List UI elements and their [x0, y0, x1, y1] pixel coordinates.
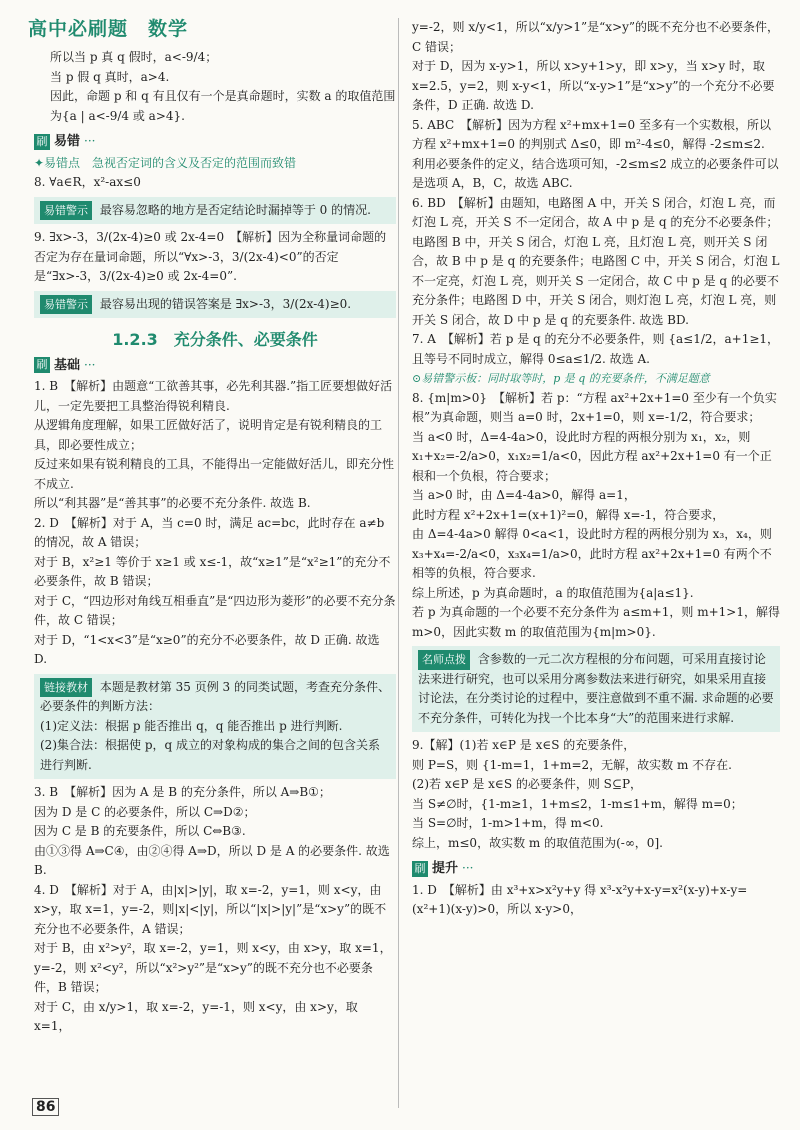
section-title: 提升	[432, 861, 459, 876]
lesson-title: 1.2.3 充分条件、必要条件	[112, 330, 318, 349]
answer-line: 对于 C，由 x/y>1，取 x=-2，y=-1，则 x<y，由 x>y，取 x=1，	[34, 999, 358, 1033]
page-number: 86	[32, 1098, 59, 1116]
answer-q8: 8. ∀a∈R，x²-ax≤0	[34, 175, 141, 189]
answer-line: 2. D 【解析】对于 A，当 c=0 时，满足 ac=bc，此时存在 a≠b 的情况，故 A 错误；	[34, 515, 385, 549]
answer-line: (2)若 x∈P 是 x∈S 的必要条件，则 S⊆P，	[412, 777, 643, 791]
answer-line: 当 S≠∅时，{1-m≥1，1+m≤2，1-m≤1+m，解得 m=0；	[412, 796, 743, 811]
section-title: 基础	[54, 357, 81, 373]
link-text: 本题是教材第 35 页例 3 的同类试题，考查充分条件、必要条件的判断方法：	[40, 679, 390, 713]
answer-line: 对于 D，“1<x<3”是“x≥0”的充分不必要条件，故 D 正确. 故选 D.	[34, 632, 380, 666]
answer-q9: 9. ∃x>-3，3/(2x-4)≥0 或 2x-4=0 【解析】因为全称量词命题的否定为存在量词命题，所以“∀x>-3，3/(2x-4)<0”的否定是“∃x>-3，3/(2x-4)≥0 或 2x-4=0”.	[34, 230, 387, 283]
answer-line: 因为 D 是 C 的必要条件，所以 C⇒D②；	[34, 804, 256, 819]
answer-line: 对于 B，x²≥1 等价于 x≥1 或 x≤-1，故“x≥1”是“x²≥1”的充分不必要条件，故 B 错误；	[34, 554, 391, 588]
section-title: 易错	[54, 134, 81, 149]
tip-text: 最容易出现的错误答案是 ∃x>-3，3/(2x-4)≥0.	[99, 296, 352, 311]
answer-line: 反过来如果有锐利精良的工具，不能得出一定能做好活儿，即充分性不成立.	[34, 457, 395, 491]
answer-line: 1. D 【解析】由 x³+x>x²y+y 得 x³-x²y+x-y=x²(x-y)+x-y=(x²+1)(x-y)>0，所以 x-y>0，	[412, 882, 748, 916]
error-point: ✦易错点 急视否定词的含义及否定的范围而致错	[34, 155, 297, 170]
text-line: 当 p 假 q 真时，a>4.	[50, 69, 170, 84]
section-icon: 刷	[412, 861, 428, 877]
section-dots: ···	[462, 861, 474, 875]
answer-line: 由①③得 A⇒C④，由②④得 A⇒D，所以 D 是 A 的必要条件. 故选 B.	[34, 843, 390, 877]
q7-note: ⊙易错警示板：同时取等时，p 是 q 的充要条件，不满足题意	[412, 372, 710, 385]
answer-line: 当 S=∅时，1-m>1+m，得 m<0.	[412, 816, 604, 830]
section-yicuo	[34, 132, 396, 152]
teacher-box	[412, 646, 780, 732]
answer-line: 1. B 【解析】由题意“工欲善其事，必先利其器.”指工匠要想做好活儿，一定先要把工具整治得锐利精良.	[34, 379, 393, 413]
teacher-tag: 名师点拨	[418, 650, 470, 670]
column-divider	[398, 18, 399, 1108]
section-dots: ···	[84, 134, 96, 148]
right-column	[412, 18, 780, 920]
answer-line: 4. D 【解析】对于 A，由|x|>|y|，取 x=-2，y=1，则 x<y，由 x>y，取 x=1，y=-2，则|x|<|y|，所以“|x|>|y|”是“x>y”的既不充分也不必要条件，A 错误；	[34, 882, 387, 936]
answer-line: 由 Δ=4-4a>0 解得 0<a<1，设此时方程的两根分别为 x₃，x₄，则 x₃+x₄=-2/a<0，x₃x₄=1/a>0，此时方程 ax²+2x+1=0 有两个不相等的负根，符合要求.	[412, 527, 772, 580]
answer-line: 9.【解】(1)若 x∈P 是 x∈S 的充要条件，	[412, 738, 636, 752]
answer-q5: 5. ABC 【解析】因为方程 x²+mx+1=0 至多有一个实数根，所以方程 x²+mx+1=0 的判别式 Δ≤0，即 m²-4≤0，解得 -2≤m≤2. 利用必要条件的定义，结合选项可知，-2≤m≤2 成立的必要条件可以是选项 A，B，C，故选 ABC.	[412, 117, 779, 190]
tip-text: 最容易忽略的地方是否定结论时漏掉等于 0 的情况.	[99, 202, 371, 217]
answer-q7: 7. A 【解析】若 p 是 q 的充分不必要条件，则 {a≤1/2，a+1≥1，且等号不同时成立，解得 0≤a≤1/2. 故选 A.	[412, 332, 780, 366]
text-line: 所以当 p 真 q 假时，a<-9/4；	[50, 50, 218, 64]
link-box	[34, 674, 396, 780]
answer-line: 则 P=S，则 {1-m=1，1+m=2，无解，故实数 m 不存在.	[412, 757, 732, 772]
section-icon: 刷	[34, 357, 50, 373]
answer-line: 当 a>0 时，由 Δ=4-4a>0，解得 a=1，	[412, 488, 636, 502]
tip-box-2	[34, 291, 396, 319]
answer-line: 对于 B，由 x²>y²，取 x=-2，y=1，则 x<y，由 x>y，取 x=1，y=-2，则 x²<y²，所以“x²>y²”是“x>y”的既不充分也不必要条件，B 错误；	[34, 941, 392, 994]
answer-q6: 6. BD 【解析】由题知，电路图 A 中，开关 S 闭合，灯泡 L 亮，而灯泡 L 亮，开关 S 不一定闭合，故 A 中 p 是 q 的充分不必要条件；电路图 B 中，开关 S 闭合，灯泡 L 亮，且灯泡 L 亮，则开关 S 闭合，故 B 中 p 是 q 的充要条件；电路图 C 中，开关 S 闭合，灯泡 L 不一定亮，灯泡 L 亮，则开关 S 一定闭合，故 C 中 p 是 q 的必要不充分条件；电路图 D 中，开关 S 闭合，则灯泡 L 亮，灯泡 L 亮，则开关 S 闭合，故 D 中 p 是 q 的充要条件. 故选 BD.	[412, 195, 780, 327]
answer-line: 所以“利其器”是“善其事”的必要不充分条件. 故选 B.	[34, 496, 311, 510]
link-text: (2)集合法：根据使 p，q 成立的对象构成的集合之间的包含关系进行判断.	[40, 738, 380, 772]
tip-tag: 易错警示	[40, 201, 92, 221]
answer-line: 对于 C，“四边形对角线互相垂直”是“四边形为菱形”的必要不充分条件，故 C 错误；	[34, 593, 396, 627]
tip-tag: 易错警示	[40, 295, 92, 315]
section-jichu	[34, 356, 396, 376]
tip-box-1	[34, 197, 396, 225]
answer-line: 3. B 【解析】因为 A 是 B 的充分条件，所以 A⇒B①；	[34, 785, 331, 799]
teacher-text: 含参数的一元二次方程根的分布问题，可采用直接讨论法来进行研究，也可以采用分离参数法来进行研究，如果采用直接讨论法，在分类讨论的过程中，要注意做到不重不漏. 求命题的必要不充分条件，可转化为找一个比本身“大”的范围来进行求解.	[418, 652, 774, 725]
page-header: 高中必刷题 数学	[28, 18, 189, 40]
section-tisheng	[412, 859, 780, 879]
section-dots: ···	[84, 357, 96, 372]
link-tag: 链接教材	[40, 678, 92, 698]
answer-line: 当 a<0 时，Δ=4-4a>0，设此时方程的两根分别为 x₁，x₂，则 x₁+x₂=-2/a>0，x₁x₂=1/a<0，因此方程 ax²+2x+1=0 有一个正根和一个负根，符合要求；	[412, 429, 772, 483]
answer-line: 对于 D，因为 x-y>1，所以 x>y+1>y，即 x>y，当 x>y 时，取 x=2.5，y=2，则 x-y<1，所以“x-y>1”是“x>y”的一个充分不必要条件，D 正确. 故选 D.	[412, 59, 775, 112]
answer-line: 若 p 为真命题的一个必要不充分条件为 a≤m+1，则 m+1>1，解得 m>0，因此实数 m 的取值范围为{m|m>0}.	[412, 605, 780, 639]
answer-line: 因为 C 是 B 的充要条件，所以 C⇔B③.	[34, 824, 246, 838]
answer-line: 从逻辑角度理解，如果工匠做好活了，说明肯定是有锐利精良的工具，即必要性成立；	[34, 418, 383, 452]
answer-line: 综上，m≤0，故实数 m 的取值范围为(-∞，0].	[412, 835, 663, 850]
answer-line: y=-2，则 x/y<1，所以“x/y>1”是“x>y”的既不充分也不必要条件，C 错误；	[412, 20, 780, 54]
link-text: (1)定义法：根据 p 能否推出 q，q 能否推出 p 进行判断.	[40, 718, 343, 733]
answer-line: 8. {m|m>0} 【解析】若 p：“方程 ax²+2x+1=0 至少有一个负实根”为真命题，则当 a=0 时，2x+1=0，则 x=-1/2，符合要求；	[412, 390, 777, 424]
answer-line: 此时方程 x²+2x+1=(x+1)²=0，解得 x=-1，符合要求，	[412, 507, 725, 522]
text-line: 因此，命题 p 和 q 有且仅有一个是真命题时，实数 a 的取值范围为{a | a<-9/4 或 a>4}.	[50, 89, 396, 123]
left-column	[34, 48, 396, 1037]
answer-line: 综上所述，p 为真命题时，a 的取值范围为{a|a≤1}.	[412, 585, 694, 600]
section-icon: 刷	[34, 134, 50, 150]
